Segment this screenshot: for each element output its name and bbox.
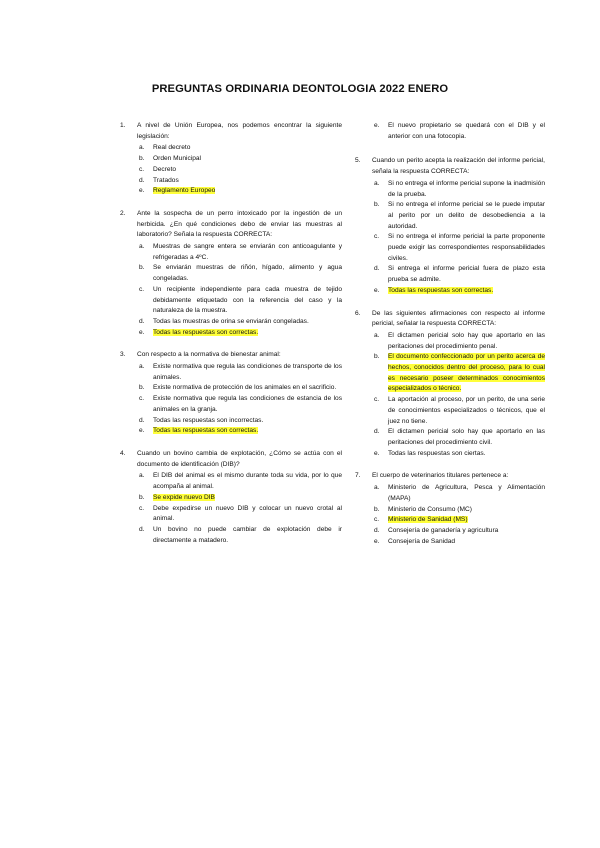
option-text: Orden Municipal <box>153 155 202 163</box>
option-list <box>355 331 545 459</box>
question-text: Con respecto a la normativa de bienestar animal: <box>137 351 281 359</box>
option-letter: a. <box>374 331 380 339</box>
option-text <box>388 352 545 395</box>
question-stem <box>355 471 545 482</box>
question-4 <box>120 449 342 546</box>
option-item <box>139 186 342 197</box>
option-text: Debe expedirse un nuevo DIB y colocar un nuevo crotal al animal. <box>153 504 342 523</box>
option-letter: b. <box>139 384 145 392</box>
option-letter: e. <box>374 537 380 545</box>
option-text <box>153 186 342 197</box>
option-item <box>374 200 545 232</box>
question-number: 2. <box>120 209 126 217</box>
question-stem <box>355 156 545 177</box>
option-item <box>374 179 545 200</box>
question-3 <box>120 350 342 437</box>
option-text <box>388 515 545 526</box>
option-letter: a. <box>139 243 145 251</box>
option-text: Ministerio de Agricultura, Pesca y Alimentación (MAPA) <box>388 484 545 502</box>
option-letter: d. <box>139 416 145 424</box>
option-item <box>139 242 342 263</box>
highlighted-answer: Todas las respuestas son correctas. <box>388 286 494 294</box>
left-column <box>120 121 342 558</box>
option-item <box>139 471 342 492</box>
option-continuation <box>374 121 545 142</box>
option-text: Un recipiente independiente para cada muestra de tejido debidamente etiquetado con la referencia del caso y la naturaleza de la muestra. <box>153 285 342 315</box>
option-letter: d. <box>139 317 145 325</box>
question-6 <box>355 309 545 460</box>
option-letter: b. <box>374 505 380 513</box>
option-letter: a. <box>374 484 380 492</box>
option-letter: c. <box>139 285 145 293</box>
highlighted-answer: El documento confeccionado por un perito acerca de hechos, conocidos dentro del proceso, para lo cual es necesario poseer determinados conocimientos especializados o técnico. <box>388 353 545 393</box>
option-item <box>139 416 342 427</box>
option-list <box>355 179 545 297</box>
option-text <box>388 286 545 297</box>
option-item <box>374 232 545 264</box>
option-item <box>374 537 545 548</box>
option-text: La aportación al proceso, por un perito, de una serie de conocimientos especializados o técnicos, que el juez no tiene. <box>388 396 545 425</box>
option-text <box>153 328 342 339</box>
option-item <box>139 285 342 317</box>
option-text <box>153 493 342 504</box>
option-letter: a. <box>139 363 145 371</box>
option-text: Muestras de sangre entera se enviarán con anticoagulante y refrigeradas a 4ºC. <box>153 243 342 261</box>
option-item <box>139 504 342 525</box>
option-letter: d. <box>374 428 380 436</box>
option-letter: b. <box>139 493 145 501</box>
option-item <box>374 483 545 504</box>
question-1 <box>120 121 342 197</box>
question-text: De las siguientes afirmaciones con respecto al informe pericial, señalar la respuesta CORRECTA: <box>372 309 545 328</box>
option-letter: c. <box>139 165 145 173</box>
option-letter: a. <box>139 144 145 152</box>
option-letter: b. <box>139 264 145 272</box>
option-letter: e. <box>374 286 380 294</box>
option-text: Consejería de Sanidad <box>388 537 456 545</box>
question-text: Ante la sospecha de un perro intoxicado por la ingestión de un herbicida. ¿En qué condiciones debo de enviar las muestras al laboratorio? Señala la respuesta CORRECTA: <box>137 209 342 239</box>
option-letter: e. <box>139 187 145 195</box>
option-item <box>374 505 545 516</box>
option-letter: c. <box>374 516 380 524</box>
question-text: A nivel de Unión Europea, nos podemos encontrar la siguiente legislación: <box>137 122 342 140</box>
question-number: 5. <box>355 157 361 165</box>
option-item <box>139 493 342 504</box>
option-letter: b. <box>374 201 380 209</box>
question-7 <box>355 471 545 547</box>
option-text: Un bovino no puede cambiar de explotación debe ir directamente a matadero. <box>153 525 342 544</box>
option-letter: d. <box>139 525 145 533</box>
option-item <box>139 263 342 284</box>
option-item <box>374 526 545 537</box>
option-text: Si no entrega el informe pericial supone la inadmisión de la prueba. <box>388 179 545 198</box>
option-text: Ministerio de Consumo (MC) <box>388 505 472 513</box>
option-list <box>120 143 342 197</box>
option-item <box>139 176 342 187</box>
option-letter: e. <box>374 122 380 129</box>
option-item <box>374 449 545 460</box>
option-letter: e. <box>139 328 145 336</box>
option-text: Decreto <box>153 165 177 173</box>
question-number: 1. <box>120 122 126 129</box>
question-text: Cuando un bovino cambia de explotación, ¿Cómo se actúa con el documento de identificación (DIB)? <box>137 449 342 468</box>
page-title: PREGUNTAS ORDINARIA DEONTOLOGIA 2022 ENERO <box>151 83 449 95</box>
option-item <box>139 328 342 339</box>
option-text: Consejería de ganadería y agricultura <box>388 526 499 534</box>
option-letter: d. <box>374 265 380 273</box>
option-item <box>139 394 342 415</box>
option-list <box>120 362 342 437</box>
option-letter: d. <box>374 526 380 534</box>
option-item <box>374 352 545 395</box>
option-letter: c. <box>139 395 145 403</box>
option-text: Si no entrega el informe pericial se le puede imputar al perito por un delito de desobediencia a la autoridad. <box>388 201 545 230</box>
option-item <box>139 383 342 394</box>
option-item <box>374 515 545 526</box>
option-item <box>139 317 342 328</box>
option-item <box>139 143 342 154</box>
option-text: Todas las respuestas son incorrectas. <box>153 416 264 424</box>
question-stem <box>120 350 342 361</box>
option-item <box>374 427 545 448</box>
highlighted-answer: Todas las respuestas son correctas. <box>153 328 259 336</box>
option-item <box>139 525 342 546</box>
question-text: El cuerpo de veterinarios titulares pertenece a: <box>372 472 509 480</box>
option-text: Existe normativa de protección de los animales en el sacrificio. <box>153 384 337 392</box>
option-text: El dictamen pericial solo hay que aportarlo en las peritaciones del procedimiento civil. <box>388 428 545 446</box>
option-text: Real decreto <box>153 144 191 152</box>
option-item <box>139 154 342 165</box>
question-text: Cuando un perito acepta la realización del informe pericial, señala la respuesta CORRECTA: <box>372 157 545 176</box>
option-letter: e. <box>374 449 380 457</box>
question-5 <box>355 156 545 296</box>
question-number: 3. <box>120 351 126 359</box>
question-stem <box>120 121 342 142</box>
question-number: 4. <box>120 449 126 457</box>
option-item <box>374 395 545 427</box>
option-text: El nuevo propietario se quedará con el DIB y el anterior con una fotocopia. <box>388 122 545 140</box>
question-number: 6. <box>355 309 361 317</box>
option-text <box>153 426 342 437</box>
option-list <box>120 471 342 546</box>
highlighted-answer: Reglamento Europeo <box>153 187 216 195</box>
option-text: Todas las muestras de orina se enviarán congeladas. <box>153 317 309 325</box>
option-letter: a. <box>374 179 380 187</box>
option-item <box>374 331 545 352</box>
option-letter: b. <box>374 353 380 361</box>
option-letter: c. <box>374 233 380 241</box>
option-text: El DIB del animal es el mismo durante toda su vida, por lo que acompaña al animal. <box>153 472 342 491</box>
option-text: Si no entrega el informe pericial la parte proponente puede exigir las correspondientes responsabilidades civiles. <box>388 233 545 262</box>
option-letter: d. <box>139 176 145 184</box>
question-2 <box>120 209 342 338</box>
option-list <box>355 483 545 547</box>
option-letter: c. <box>139 504 145 512</box>
option-letter: e. <box>139 427 145 435</box>
option-text: Todas las respuestas son ciertas. <box>388 449 486 457</box>
highlighted-answer: Ministerio de Sanidad (MS) <box>388 516 468 524</box>
option-letter: a. <box>139 472 145 480</box>
option-text: El dictamen pericial solo hay que aportarlo en las peritaciones del procedimiento penal. <box>388 331 545 350</box>
question-stem <box>120 209 342 241</box>
option-letter: b. <box>139 155 145 163</box>
option-text: Existe normativa que regula las condiciones de estancia de los animales en la granja. <box>153 395 342 413</box>
option-letter: c. <box>374 396 380 404</box>
option-item <box>139 426 342 437</box>
option-text: Se enviarán muestras de riñón, hígado, alimento y agua congeladas. <box>153 264 342 283</box>
option-item <box>139 165 342 176</box>
highlighted-answer: Todas las respuestas son correctas. <box>153 427 259 435</box>
right-column <box>355 121 545 559</box>
option-item <box>139 362 342 383</box>
option-item <box>374 286 545 297</box>
question-number: 7. <box>355 472 361 480</box>
option-text: Si entrega el informe pericial fuera de plazo esta prueba se admite. <box>388 265 545 284</box>
option-text: Tratados <box>153 176 179 184</box>
option-item <box>374 264 545 285</box>
highlighted-answer: Se expide nuevo DIB <box>153 493 215 501</box>
option-list <box>120 242 342 338</box>
question-stem <box>120 449 342 470</box>
option-text: Existe normativa que regula las condiciones de transporte de los animales. <box>153 363 342 381</box>
question-stem <box>355 309 545 330</box>
